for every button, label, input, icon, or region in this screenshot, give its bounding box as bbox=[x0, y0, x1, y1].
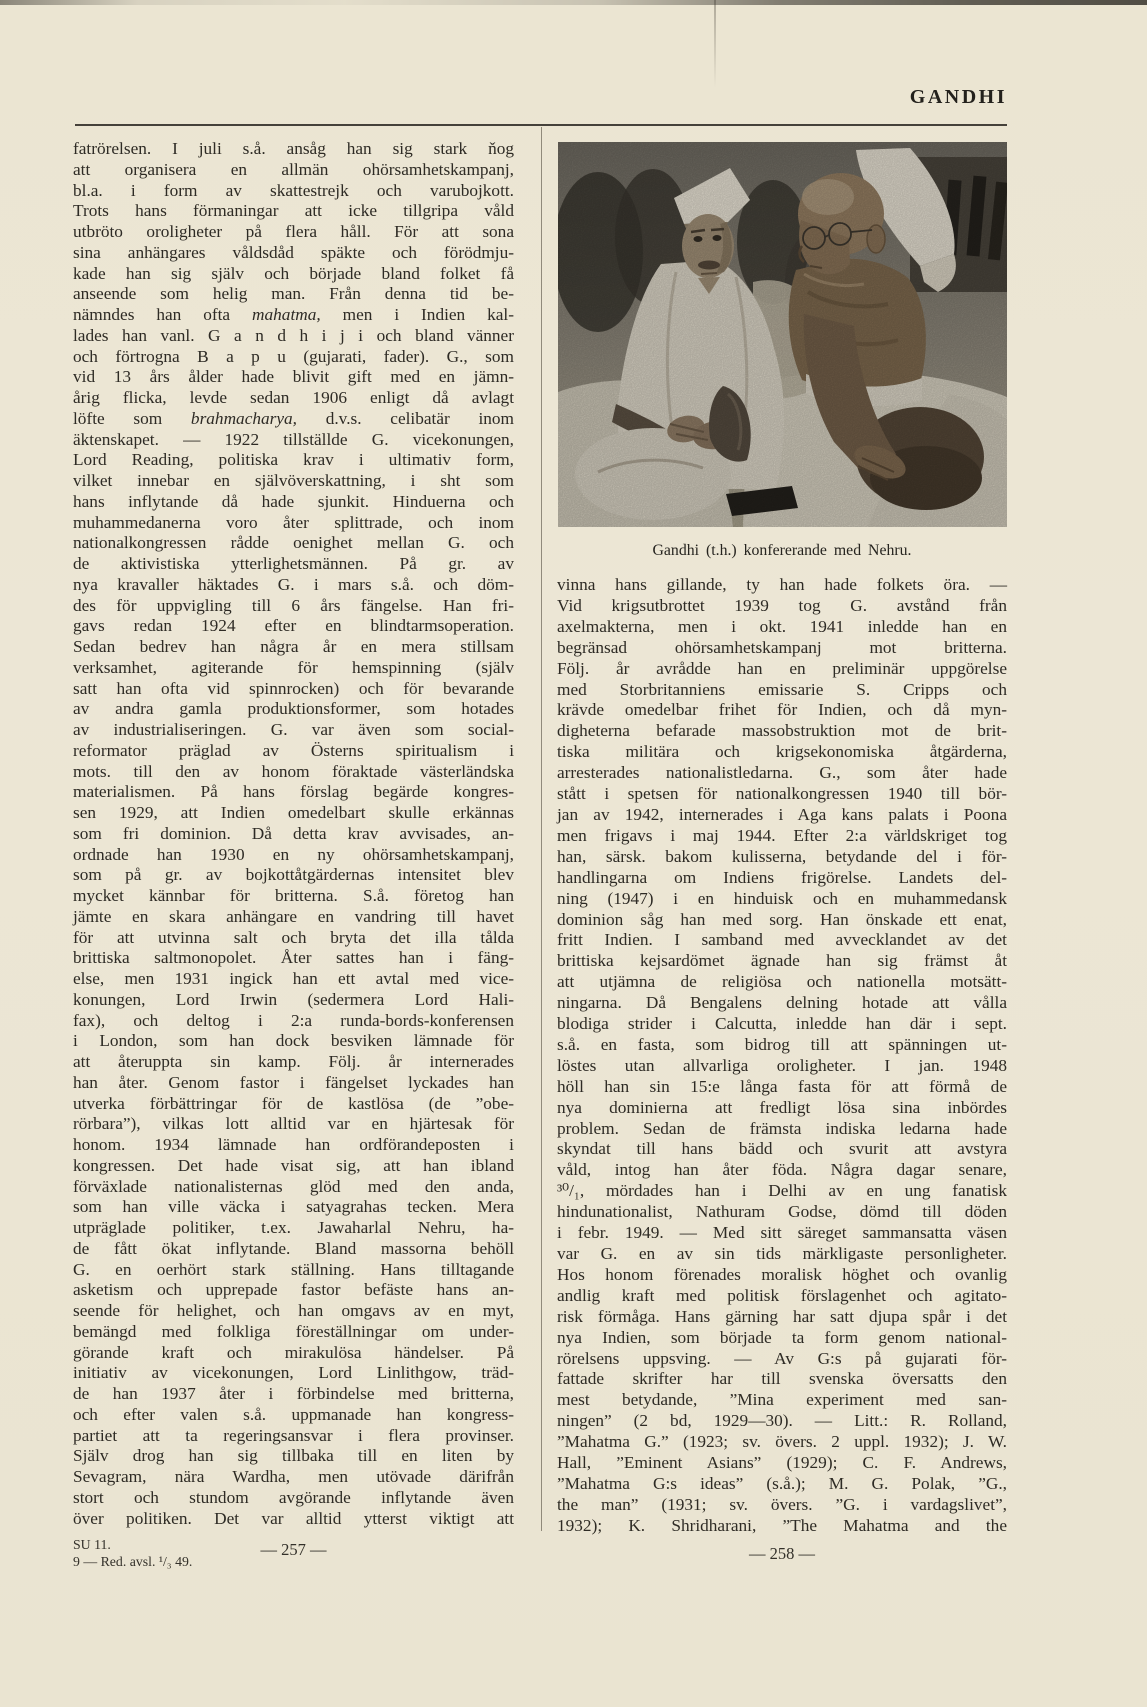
text-line: verksamhet, agiterande för hemspinning (själv bbox=[73, 657, 514, 677]
text-line: att utjämna de religiösa och nationella motsätt- bbox=[557, 972, 1007, 992]
text-line: fritt Indien. I samband med avvecklandet av det bbox=[557, 930, 1007, 950]
column-divider-rule bbox=[541, 127, 542, 1531]
text-line: var G. en av sin tids märkligaste personligheter. bbox=[557, 1244, 1007, 1263]
text-line: satt han ofta vid spinnrocken) och för bevarande bbox=[73, 678, 514, 698]
text-line: reformator präglad av Österns spiritualism i bbox=[73, 740, 514, 760]
text-line: konungen, Lord Irwin (sedermera Lord Hali- bbox=[73, 989, 514, 1009]
text-line: av andra gamla produktionsformer, som hotades bbox=[73, 699, 514, 719]
text-line: stort och stundom avgörande inflytande även bbox=[73, 1487, 514, 1507]
text-line: brittiska saltmonopolet. Åter sattes han i fäng- bbox=[73, 948, 514, 968]
text-line: han, särsk. bakom kulisserna, betydande del i för- bbox=[557, 846, 1007, 866]
text-line: mest betydande, ”Mina experiment med san- bbox=[557, 1390, 1007, 1410]
text-line: muhammedanerna voro åter splittrade, och inom bbox=[73, 512, 514, 532]
edition-imprint: 9 — Red. avsl. ¹/₃ 49. bbox=[73, 1554, 193, 1569]
text-line: att organisera en allmän ohörsamhetskampanj, bbox=[73, 159, 514, 179]
text-line: Följ. år avrådde han en preliminär uppgörelse bbox=[557, 658, 1007, 678]
text-line: gavs redan 1924 efter en blindtarmsoperation. bbox=[73, 616, 514, 636]
text-line: jan av 1942, internerades i Aga kans palats i Poona bbox=[557, 804, 1007, 824]
text-line: med Storbritanniens emissarie S. Cripps och bbox=[557, 679, 1007, 699]
photo-illustration bbox=[558, 142, 1007, 527]
text-line: de fått ökat inflytande. Bland massorna behöll bbox=[73, 1238, 514, 1258]
text-line: Sevagram, nära Wardha, men utövade därifrån bbox=[73, 1467, 514, 1486]
text-line: arresterades nationalistledarna. G., som åter hade bbox=[557, 763, 1007, 783]
text-line: utverka förbättringar för de kastlösa (de ”obe- bbox=[73, 1093, 514, 1113]
text-line: rörelsens uppsving. — Av G:s på gujarati för- bbox=[557, 1348, 1007, 1368]
text-line: Vid krigsutbrottet 1939 tog G. avstånd från bbox=[557, 595, 1007, 615]
text-line: och förtrogna B a p u (gujarati, fader). G., som bbox=[73, 346, 514, 366]
text-line: anseende som helig man. Från denna tid be- bbox=[73, 284, 514, 304]
text-line: ”Mahatma G:s ideas” (s.å.); M. G. Polak, ”G., bbox=[557, 1473, 1007, 1493]
text-line: handlingarna om Indiens frigörelse. Landets del- bbox=[557, 867, 1007, 887]
text-line: nya Indien, som började ta form genom national- bbox=[557, 1327, 1007, 1347]
text-line: våld, intog han åter föda. Några dagar senare, bbox=[557, 1160, 1007, 1180]
scan-edge-artifact bbox=[0, 0, 1147, 5]
text-line: problem. Sedan de främsta indiska ledarna hade bbox=[557, 1118, 1007, 1138]
text-line: ”Mahatma G.” (1923; sv. övers. 2 uppl. 1932); J. W. bbox=[557, 1432, 1007, 1452]
text-line: utpräglade politiker, t.ex. Jawaharlal Nehru, ha- bbox=[73, 1218, 514, 1237]
text-line: kade han sig själv och började bland folket få bbox=[73, 263, 514, 283]
text-line: i febr. 1949. — Med sitt säreget sammansatta väsen bbox=[557, 1223, 1007, 1243]
text-line: fatrörelsen. I juli s.å. ansåg han sig stark ňog bbox=[73, 139, 514, 158]
text-line: stått i spetsen för nationalkongressen 1940 till bör- bbox=[557, 784, 1007, 804]
text-line: Själv drog han sig tillbaka till en liten by bbox=[73, 1446, 514, 1466]
text-line: nya kravaller häktades G. i mars s.å. och döm- bbox=[73, 574, 514, 594]
text-line: som på gr. av bojkottåtgärdernas intensitet blev bbox=[73, 865, 514, 885]
text-line: äktenskapet. — 1922 tillställde G. vicekonungen, bbox=[73, 429, 514, 449]
text-line: men frigavs i maj 1944. Efter 2:a världskriget tog bbox=[557, 825, 1007, 845]
text-line: s.å. en fasta, som bidrog till att spänningen ut- bbox=[557, 1034, 1007, 1054]
page-number-left: — 257 — bbox=[260, 1540, 327, 1559]
paper-crease bbox=[714, 0, 716, 88]
text-line: risk förmåga. Hans gärning har satt djupa spår i det bbox=[557, 1306, 1007, 1326]
text-line: mycket kännbar för britterna. S.å. företog han bbox=[73, 886, 514, 905]
text-line: mots. till den av honom föraktade västerländska bbox=[73, 761, 514, 781]
text-line: initiativ av vicekonungen, Lord Linlithgow, träd- bbox=[73, 1363, 514, 1383]
text-line: hans inflytande då hade sjunkit. Hinduerna och bbox=[73, 491, 514, 511]
text-line: else, men 1931 ingick han ett avtal med vice- bbox=[73, 969, 514, 988]
text-line: materialismen. På hans förslag begärde kongres- bbox=[73, 782, 514, 802]
text-line: jämte en skara anhängare en vandring till havet bbox=[73, 906, 514, 926]
text-line: sina anhängares våldsdåd späkte och förödmju- bbox=[73, 242, 514, 262]
text-line: des för uppvigling till 6 års fängelse. Han fri- bbox=[73, 595, 514, 615]
text-line: nationalkongressen rådde oenighet mellan G. och bbox=[73, 533, 514, 553]
text-line: som han ville väcka i satyagrahas tecken. Mera bbox=[73, 1197, 514, 1217]
text-line: löstes utan allvarliga oroligheter. I jan. 1948 bbox=[557, 1055, 1007, 1075]
text-line: Lord Reading, politiska krav i ultimativ form, bbox=[73, 450, 514, 470]
text-line: att återuppta sin kamp. Följ. år internerades bbox=[73, 1052, 514, 1071]
text-line: asketism och upprepade fastor befäste hans an- bbox=[73, 1280, 514, 1300]
text-line: fattade skrifter har till svenska översatts den bbox=[557, 1369, 1007, 1389]
text-line: Hall, ”Eminent Asians” (1929); C. F. Andrews, bbox=[557, 1453, 1007, 1473]
text-line: andlig kraft med politisk förslagenhet och agitato- bbox=[557, 1285, 1007, 1305]
text-line: partiet att ta regeringsansvar i flera provinser. bbox=[73, 1425, 514, 1445]
text-line: seende för helighet, och han omgavs av en myt, bbox=[73, 1301, 514, 1320]
text-line: sen 1929, att Indien omedelbart skulle erkännas bbox=[73, 803, 514, 822]
text-line: 1932); K. Shridharani, ”The Mahatma and the bbox=[557, 1515, 1007, 1535]
text-line: the man” (1931; sv. övers. ”G. i vardagslivet”, bbox=[557, 1494, 1007, 1514]
text-line: nya dominierna att fredligt lösa sina inbördes bbox=[557, 1097, 1007, 1117]
text-line: bl.a. i form av skattestrejk och varubojkott. bbox=[73, 180, 514, 200]
text-line: vinna hans gillande, ty han hade folkets öra. — bbox=[557, 575, 1007, 594]
page-number-right: — 258 — bbox=[749, 1544, 815, 1563]
text-column-left bbox=[73, 139, 514, 1529]
text-line: begränsad ohörsamhetskampanj mot britterna. bbox=[557, 637, 1007, 657]
text-line: blodiga strider i Calcutta, inledde han där i sept. bbox=[557, 1014, 1007, 1034]
text-line: nämndes han ofta mahatma, men i Indien kal- bbox=[73, 305, 514, 324]
text-line: bemängd med folkliga föreställningar om under- bbox=[73, 1321, 514, 1341]
text-line: brittiska kejsardömet ägnade han sig främst åt bbox=[557, 951, 1007, 971]
text-line: för att utvinna salt och bryta det illa tålda bbox=[73, 927, 514, 947]
text-line: Sedan bedrev han några år en mera stillsam bbox=[73, 637, 514, 656]
text-line: rörbara”), vilkas lott alltid var en hjärtesak för bbox=[73, 1114, 514, 1134]
text-line: hindunationalist, Nathuram Godse, dömd till döden bbox=[557, 1202, 1007, 1222]
text-line: vilket innebar en självöverskattning, i sht som bbox=[73, 471, 514, 490]
text-line: skyndat till hans bädd och svurit att avstyra bbox=[557, 1139, 1007, 1159]
text-line: Trots hans förmaningar att icke tillgripa våld bbox=[73, 201, 514, 221]
text-line: ningarna. Då Bengalens delning hotade att vålla bbox=[557, 993, 1007, 1013]
text-line: tiska militära och krigsekonomiska åtgärderna, bbox=[557, 742, 1007, 762]
text-line: som fri dominion. Då detta krav avvisades, an- bbox=[73, 823, 514, 843]
text-line: i London, som han dock besviken lämnade för bbox=[73, 1031, 514, 1051]
text-line: görande kraft och mirakulösa händelser. På bbox=[73, 1342, 514, 1362]
text-line: fax), och deltog i 2:a runda-bords-konferensen bbox=[73, 1010, 514, 1030]
running-head: GANDHI bbox=[909, 86, 1007, 108]
text-line: över politiken. Det var alltid ytterst viktigt att bbox=[73, 1508, 514, 1528]
text-line: ³⁰/₁, mördades han i Delhi av en ung fanatisk bbox=[557, 1181, 1007, 1201]
text-line: lades han vanl. G a n d h i j i och bland vänner bbox=[73, 325, 514, 345]
text-line: kongressen. Det hade visat sig, att han ibland bbox=[73, 1155, 514, 1175]
gandhi-nehru-photograph bbox=[558, 142, 1007, 527]
photo-caption: Gandhi (t.h.) konfererande med Nehru. bbox=[652, 542, 912, 559]
text-column-right bbox=[557, 575, 1007, 1537]
text-line: krävde omedelbar frihet för Indien, och då myn- bbox=[557, 700, 1007, 720]
text-line: ningen” (2 bd, 1929—30). — Litt.: R. Rolland, bbox=[557, 1411, 1007, 1431]
text-line: och efter valen s.å. uppmanade han kongress- bbox=[73, 1404, 514, 1424]
volume-imprint: SU 11. bbox=[73, 1537, 111, 1552]
text-line: vid 13 års ålder hade blivit gift med en jämn- bbox=[73, 367, 514, 387]
text-line: löfte som brahmacharya, d.v.s. celibatär inom bbox=[73, 408, 515, 428]
text-line: de aktivistiska ytterlighetsmännen. På gr. av bbox=[73, 554, 514, 573]
text-line: G. en oerhört stark ställning. Hans tilltagande bbox=[73, 1259, 514, 1279]
text-line: ordnade han 1930 en ny ohörsamhetskampanj, bbox=[73, 844, 514, 864]
text-line: höll han sin 15:e långa fasta för att förmå de bbox=[557, 1076, 1007, 1096]
text-line: av industrialiseringen. G. var även som social- bbox=[73, 720, 514, 739]
text-line: honom. 1934 lämnade han ordförandeposten i bbox=[73, 1135, 514, 1154]
text-line: ning (1947) i en hinduisk och en muhammedansk bbox=[557, 888, 1007, 908]
text-line: dominion såg han med sorg. Han önskade ett enat, bbox=[557, 909, 1007, 929]
text-line: digheterna befarade massobstruktion mot de brit- bbox=[557, 721, 1007, 741]
text-line: förväxlade nationalisternas glöd med den anda, bbox=[73, 1176, 514, 1196]
text-line: han åter. Genom fastor i fängelset lyckades han bbox=[73, 1072, 514, 1092]
text-line: Hos honom förenades moralisk höghet och ovanlig bbox=[557, 1264, 1007, 1284]
text-line: de han 1937 åter i förbindelse med britterna, bbox=[73, 1384, 514, 1403]
text-line: axelmakterna, men i okt. 1941 inledde han en bbox=[557, 616, 1007, 636]
header-rule bbox=[75, 124, 1007, 126]
text-line: utbröto oroligheter på flera håll. För att sona bbox=[73, 222, 514, 241]
text-line: årig flicka, levde sedan 1906 enligt då avlagt bbox=[73, 388, 514, 407]
